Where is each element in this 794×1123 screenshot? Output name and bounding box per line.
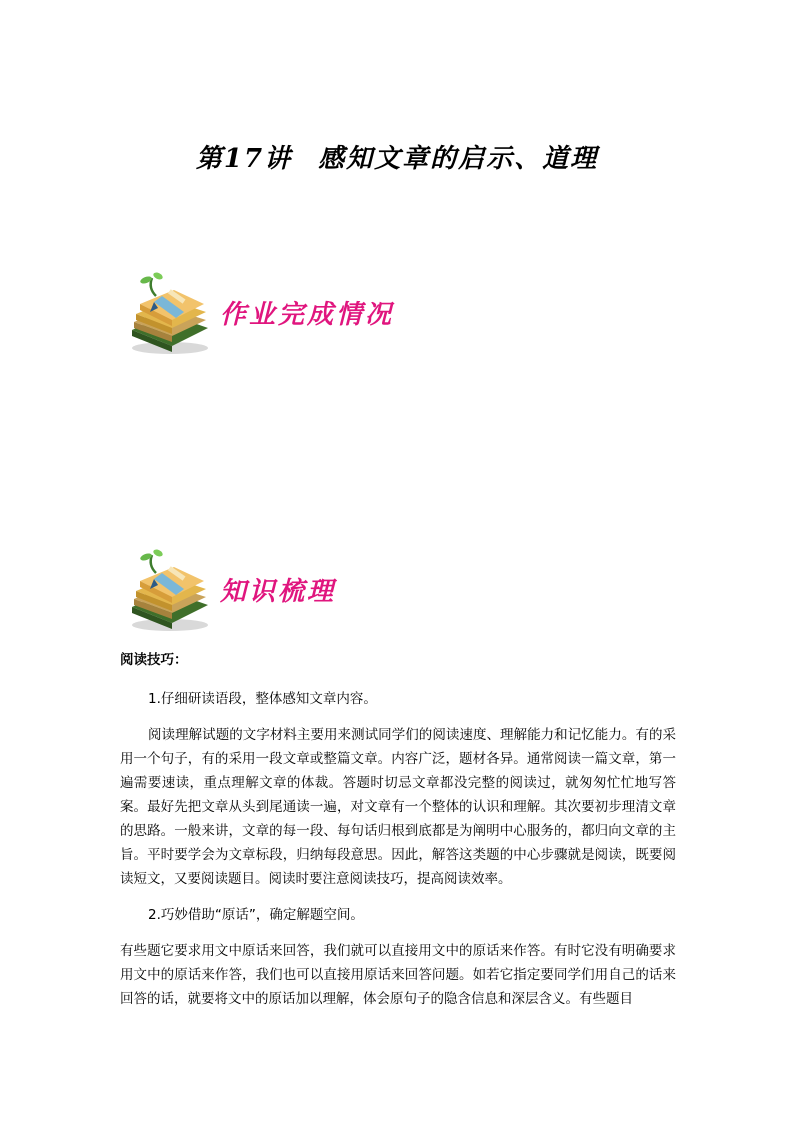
title-text: 感知文章的启示、道理 bbox=[318, 144, 599, 174]
paragraph-1: 阅读理解试题的文字材料主要用来测试同学们的阅读速度、理解能力和记忆能力。有的采用一个句子，有的采用一段文章或整篇文章。内容广泛，题材各异。通常阅读一篇文章，第一遍需要速读，重点理解文章的体裁。答题时切忌文章都没完整的阅读过，就匆匆忙忙地写答案。最好先把文章从头到尾通读一遍，对文章有一个整体的认识和理解。其次要初步理清文章的思路。一般来讲，文章的每一段、每句话归根到底都是为阐明中心服务的，都归向文章的主旨。平时要学会为文章标段，归纳每段意思。因此，解答这类题的中心步骤就是阅读，既要阅读短文，又要阅读题目。阅读时要注意阅读技巧，提高阅读效率。 bbox=[120, 727, 676, 887]
point-2: 2.巧妙借助“原话”，确定解题空间。 bbox=[148, 907, 364, 923]
section-title-knowledge: 知识梳理 bbox=[220, 577, 337, 607]
document-title bbox=[0, 138, 794, 175]
title-number: 第17讲 bbox=[195, 144, 293, 174]
section-title-homework: 作业完成情况 bbox=[220, 300, 395, 330]
section-knowledge bbox=[122, 545, 442, 635]
reading-tips-label: 阅读技巧： bbox=[120, 652, 188, 668]
point-1: 1.仔细研读语段，整体感知文章内容。 bbox=[148, 691, 377, 707]
section-homework bbox=[122, 268, 442, 358]
paragraph-2: 有些题它要求用文中原话来回答，我们就可以直接用文中的原话来作答。有时它没有明确要求用文中的原话来作答，我们也可以直接用原话来回答问题。如若它指定要同学们用自己的话来回答的话，就要将文中的原话加以理解，体会原句子的隐含信息和深层含义。有些题目 bbox=[120, 943, 676, 1007]
book-stack-pencil-icon bbox=[122, 268, 214, 356]
knowledge-content bbox=[120, 648, 676, 1011]
book-stack-pencil-icon bbox=[122, 545, 214, 633]
